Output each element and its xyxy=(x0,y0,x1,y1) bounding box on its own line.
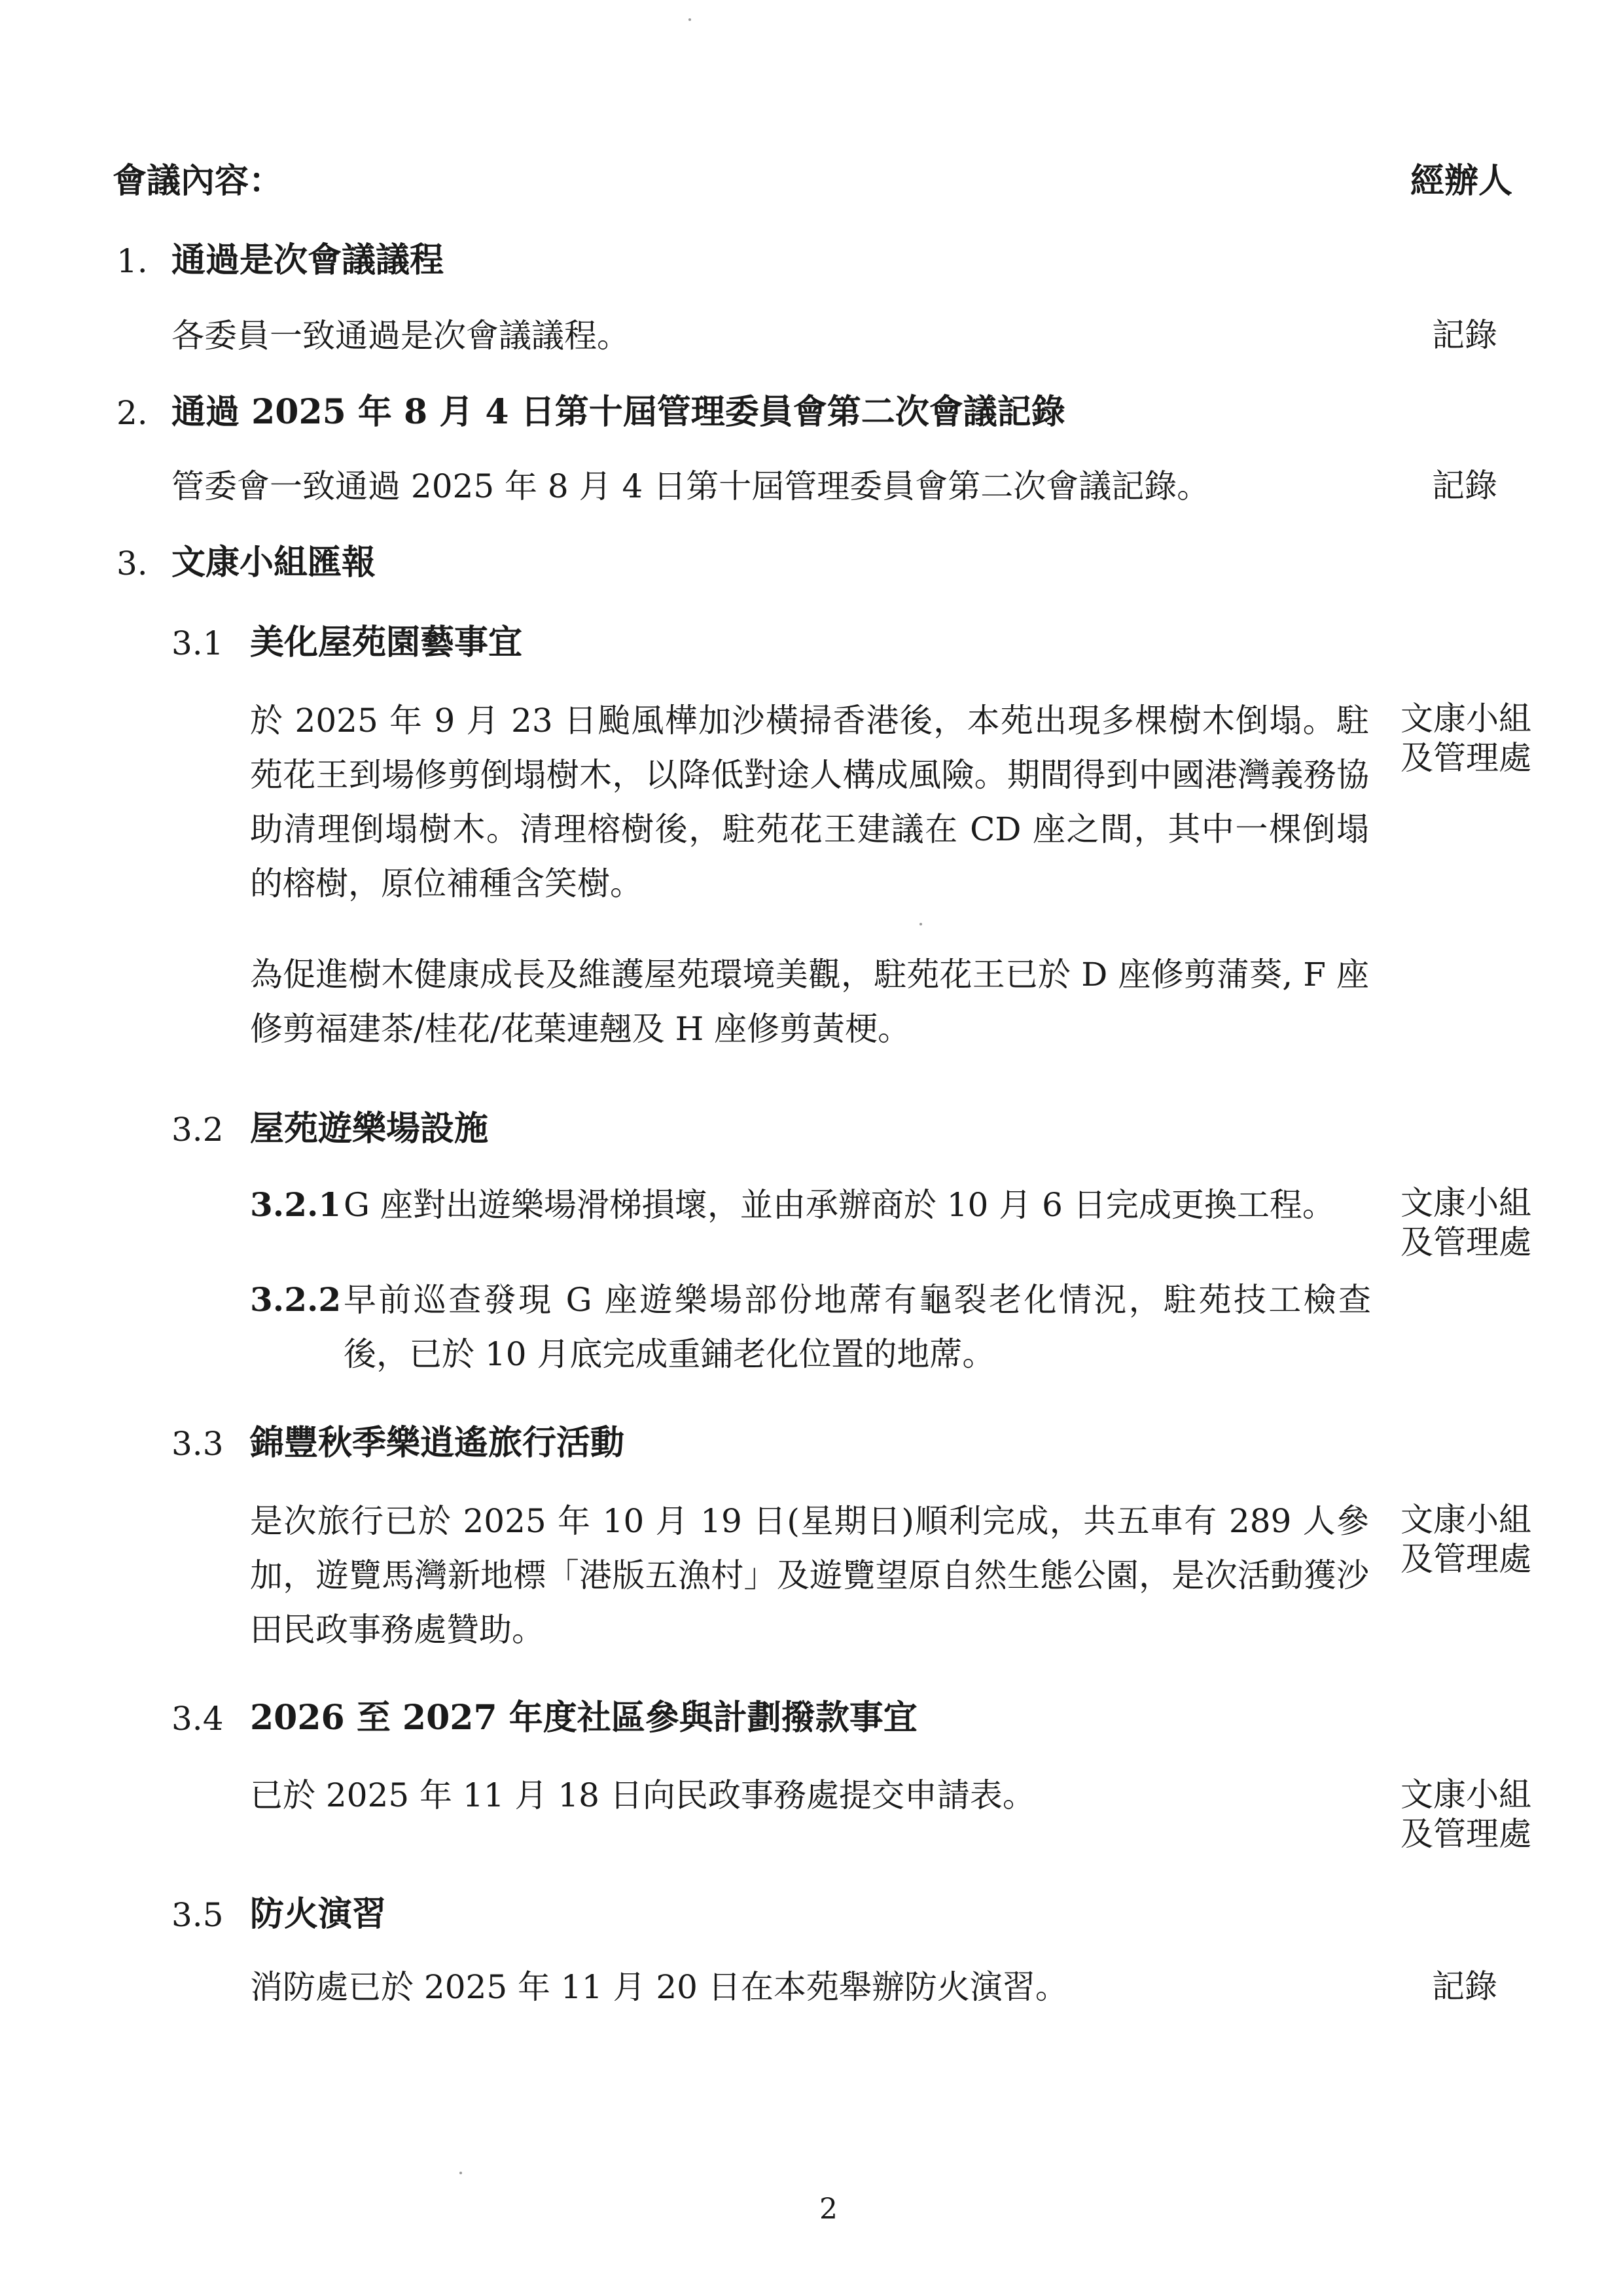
section-3-4-number: 3.4 xyxy=(171,1700,224,1738)
section-3-1-person-line-1: 文康小組 xyxy=(1400,700,1531,738)
section-3-3-body: 是次旅行已於 2025 年 10 月 19 日(星期日)順利完成，共五車有 289 人參加，遊覽馬灣新地標「港版五漁村」及遊覽望原自然生態公園，是次活動獲沙田民政事務處贊助。 xyxy=(250,1502,1369,1649)
scan-speck xyxy=(919,923,922,925)
item-1-number: 1. xyxy=(116,242,148,280)
scan-speck xyxy=(688,18,691,21)
section-3-2-1-number: 3.2.1 xyxy=(250,1185,342,1224)
section-3-2-title: 屋苑遊樂場設施 xyxy=(250,1109,489,1149)
item-2-title: 通過 2025 年 8 月 4 日第十屆管理委員會第二次會議記錄 xyxy=(171,392,1065,432)
section-3-4-title: 2026 至 2027 年度社區參與計劃撥款事宜 xyxy=(250,1698,918,1738)
section-3-2-person-line-2: 及管理處 xyxy=(1400,1223,1531,1261)
item-1-title: 通過是次會議議程 xyxy=(171,240,444,280)
section-3-5-number: 3.5 xyxy=(171,1896,224,1934)
item-3-number: 3. xyxy=(116,545,148,583)
section-3-5-body: 消防處已於 2025 年 11 月 20 日在本苑舉辦防火演習。 xyxy=(250,1968,1068,2006)
section-3-3-number: 3.3 xyxy=(171,1425,224,1463)
section-3-4-person-line-1: 文康小組 xyxy=(1400,1776,1531,1814)
section-3-3-person-line-2: 及管理處 xyxy=(1400,1540,1531,1578)
section-3-1-paragraph-2: 為促進樹木健康成長及維護屋苑環境美觀，駐苑花王已於 D 座修剪蒲葵, F 座修剪福建茶/桂花/花葉連翹及 H 座修剪黃梗。 xyxy=(250,956,1369,1048)
section-3-2-person-line-1: 文康小組 xyxy=(1400,1184,1531,1222)
person-in-charge-heading: 經辦人 xyxy=(1410,161,1513,201)
section-3-4-person-line-2: 及管理處 xyxy=(1400,1815,1531,1853)
section-3-2-number: 3.2 xyxy=(171,1111,224,1149)
section-3-1-title: 美化屋苑園藝事宜 xyxy=(250,622,523,662)
section-3-3-person-line-1: 文康小組 xyxy=(1400,1501,1531,1539)
section-3-2-2-text: 早前巡查發現 G 座遊樂場部份地蓆有龜裂老化情況，駐苑技工檢查後，已於 10 月底完成重鋪老化位置的地蓆。 xyxy=(344,1281,1371,1373)
section-3-1-paragraph-1: 於 2025 年 9 月 23 日颱風樺加沙橫掃香港後，本苑出現多棵樹木倒塌。駐苑花王到場修剪倒塌樹木，以降低對途人構成風險。期間得到中國港灣義務協助清理倒塌樹木。清理榕樹後，駐苑花王建議在 CD 座之間，其中一棵倒塌的榕樹，原位補種含笑樹。 xyxy=(250,702,1369,903)
item-2-number: 2. xyxy=(116,394,148,432)
item-1-body: 各委員一致通過是次會議議程。 xyxy=(171,317,630,355)
section-3-5-title: 防火演習 xyxy=(250,1894,387,1934)
section-3-1-person-line-2: 及管理處 xyxy=(1400,739,1531,777)
section-3-2-2-number: 3.2.2 xyxy=(250,1280,342,1319)
section-3-1-number: 3.1 xyxy=(171,624,224,662)
item-2-person: 記錄 xyxy=(1432,467,1497,505)
item-1-person: 記錄 xyxy=(1432,316,1497,354)
section-3-3-title: 錦豐秋季樂逍遙旅行活動 xyxy=(250,1423,625,1463)
section-3-4-body: 已於 2025 年 11 月 18 日向民政事務處提交申請表。 xyxy=(250,1776,1035,1814)
meeting-content-heading: 會議內容： xyxy=(113,161,283,201)
scan-speck xyxy=(459,2172,462,2174)
item-3-title: 文康小組匯報 xyxy=(171,543,376,583)
item-2-body: 管委會一致通過 2025 年 8 月 4 日第十屆管理委員會第二次會議記錄。 xyxy=(171,467,1210,505)
section-3-2-1-text: G 座對出遊樂場滑梯損壞，並由承辦商於 10 月 6 日完成更換工程。 xyxy=(344,1186,1335,1224)
section-3-5-person: 記錄 xyxy=(1432,1967,1497,2005)
page-number: 2 xyxy=(819,2193,838,2226)
